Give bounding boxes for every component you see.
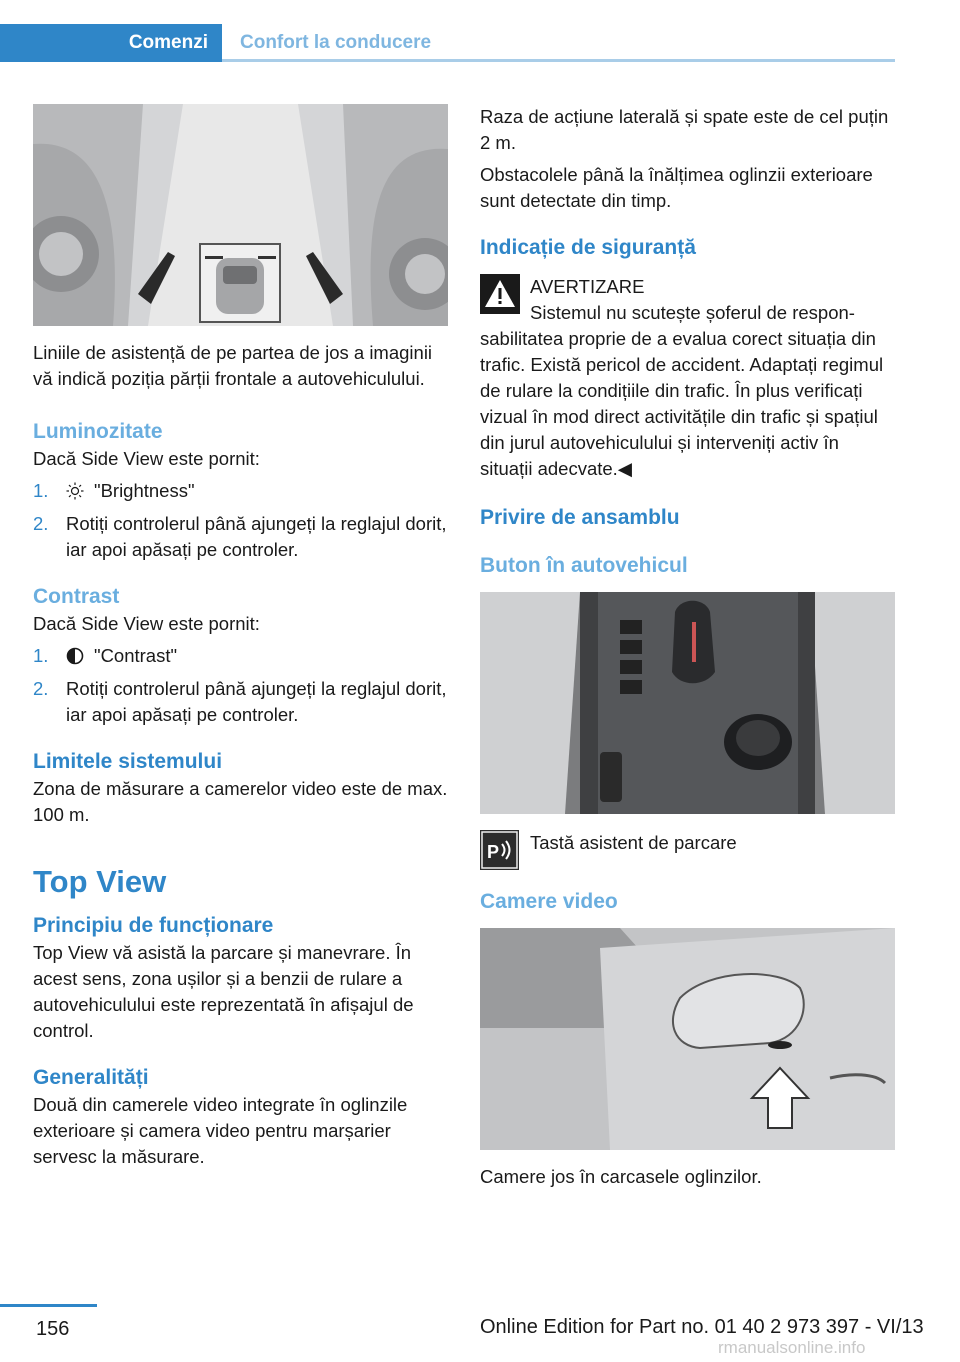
contrast-icon	[66, 646, 84, 672]
luminozitate-heading: Luminozitate	[33, 420, 163, 443]
page-number: 156	[36, 1318, 70, 1340]
warning-triangle-icon	[480, 274, 520, 314]
step-text: Rotiți controlerul până ajungeți la reglajul dorit, iar apoi apăsați pe controler.	[66, 678, 447, 725]
step-number: 1.	[33, 480, 49, 501]
generalitati-heading: Generalități	[33, 1066, 149, 1089]
parking-assist-row	[480, 830, 895, 872]
buton-heading: Buton în autovehicul	[480, 554, 688, 577]
list-item	[33, 511, 448, 563]
obstacole-text: Obstacolele până la înălțimea oglinzii exterioare sunt detectate din timp.	[480, 164, 873, 211]
mirror-camera-image	[480, 928, 895, 1150]
luminozitate-steps	[33, 478, 448, 563]
figure-caption: Liniile de asistență de pe partea de jos a imaginii vă indică poziția părții frontale a autovehiculului.	[33, 342, 433, 389]
limitele-heading: Limitele sistemului	[33, 750, 223, 773]
list-item	[33, 676, 448, 728]
limitele-text: Zona de măsurare a camerelor video este de max. 100 m.	[33, 778, 448, 825]
step-text: Rotiți controlerul până ajungeți la reglajul dorit, iar apoi apăsați pe controler.	[66, 513, 447, 560]
ansamblu-heading: Privire de ansamblu	[480, 506, 680, 529]
console-buttons-image	[480, 592, 895, 814]
step-number: 2.	[33, 678, 49, 699]
side-view-image	[33, 104, 448, 326]
left-column	[33, 104, 448, 1170]
right-column	[480, 104, 895, 1190]
svg-text:P: P	[487, 842, 500, 862]
luminozitate-intro: Dacă Side View este pornit:	[33, 448, 260, 469]
step-number: 2.	[33, 513, 49, 534]
siguranta-heading: Indicație de siguranță	[480, 236, 696, 259]
step-number: 1.	[33, 645, 49, 666]
contrast-intro: Dacă Side View este pornit:	[33, 613, 260, 634]
warning-label: AVERTIZARE	[530, 276, 645, 297]
contrast-heading: Contrast	[33, 585, 120, 608]
chapter-tabs	[0, 0, 895, 62]
watermark: rmanualsonline.info	[718, 1338, 866, 1357]
edition-text: Online Edition for Part no. 01 40 2 973 397 - VI/13	[480, 1316, 924, 1338]
tab-underline	[222, 59, 895, 62]
warning-text: Sistemul nu scutește șoferul de responsabilitatea proprie de a evalua corect situația din trafic. Există pericol de accident. Adaptați regimul de rulare la condițiile din trafic. În plus verificați vizual în mod direct activitățile din trafic și spațiul din jurul autovehiculului și interveniți activ în situații adecvate.◀	[480, 302, 884, 479]
footer-rule	[0, 1304, 97, 1307]
parking-assist-label: Tastă asistent de parcare	[530, 832, 737, 853]
contrast-steps	[33, 643, 448, 728]
parking-assist-icon	[480, 830, 519, 870]
top-view-title: Top View	[33, 864, 167, 899]
generalitati-text: Două din camerele video integrate în oglinzile exterioare și camera video pentru marșarier servesc la măsurare.	[33, 1094, 408, 1167]
tab-comenzi[interactable]: Comenzi	[0, 24, 222, 62]
principiu-text: Top View vă asistă la parcare și manevrare. În acest sens, zona ușilor și a benzii de rulare a autovehiculului este reprezentată în afișajul de control.	[33, 942, 414, 1041]
list-item	[33, 643, 448, 672]
list-item	[33, 478, 448, 507]
step-text: "Contrast"	[94, 645, 178, 666]
brightness-icon	[66, 481, 84, 507]
principiu-heading: Principiu de funcționare	[33, 914, 274, 937]
warning-block	[480, 274, 895, 482]
step-text: "Brightness"	[94, 480, 195, 501]
camere-caption: Camere jos în carcasele oglinzilor.	[480, 1166, 762, 1187]
camere-heading: Camere video	[480, 890, 618, 913]
tab-confort-la-conducere[interactable]: Confort la conducere	[240, 32, 432, 53]
raza-text: Raza de acțiune laterală și spate este de cel puțin 2 m.	[480, 106, 889, 153]
